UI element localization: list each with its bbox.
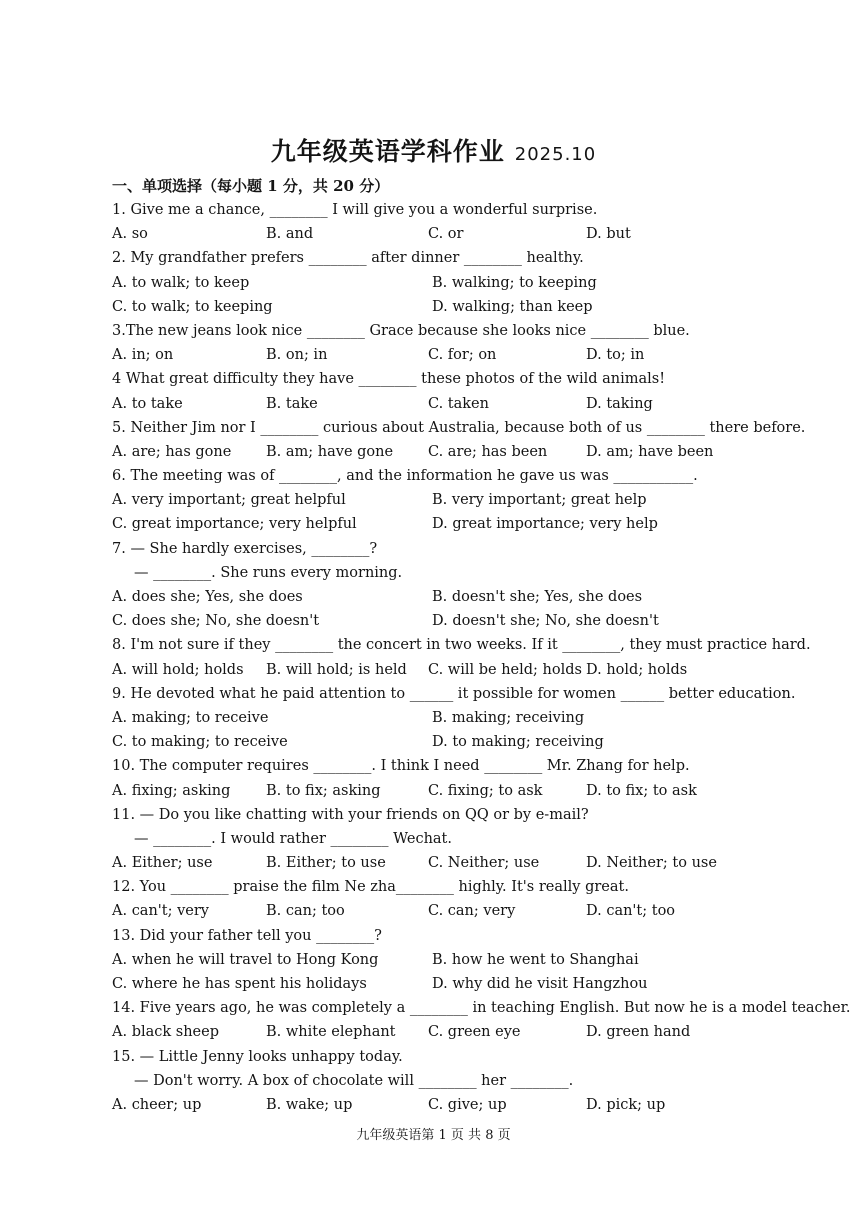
answer-option-d: D. green hand xyxy=(586,1024,691,1041)
answer-options-row xyxy=(112,851,772,875)
question-stem: 8. I'm not sure if they ________ the concert in two weeks. If it ________, they must practice hard. xyxy=(112,637,811,654)
answer-options-row xyxy=(112,488,772,512)
answer-option-a: A. to take xyxy=(112,395,183,412)
answer-options-row xyxy=(112,972,772,996)
answer-option-b: B. on; in xyxy=(266,347,328,364)
answer-option-a: A. so xyxy=(112,226,148,243)
question-item xyxy=(112,875,772,923)
answer-option-d: D. am; have been xyxy=(586,443,714,460)
exercise-content xyxy=(112,174,851,1117)
answer-option-a: A. to walk; to keep xyxy=(112,274,250,291)
answer-option-c: C. green eye xyxy=(428,1024,521,1041)
answer-options-row xyxy=(112,222,772,246)
answer-option-c: C. to walk; to keeping xyxy=(112,298,273,315)
answer-option-d: D. can't; too xyxy=(586,903,676,920)
section-heading: 一、单项选择（每小题 1 分，共 20 分） xyxy=(112,177,390,195)
question-stem: 7. — She hardly exercises, ________? xyxy=(112,540,378,557)
title-date: 2025.10 xyxy=(514,144,597,165)
answer-option-a: A. cheer; up xyxy=(112,1096,202,1113)
answer-option-c: C. give; up xyxy=(428,1096,507,1113)
question-stem: 9. He devoted what he paid attention to ______ it possible for women ______ better education. xyxy=(112,685,796,702)
question-list xyxy=(112,198,851,1117)
answer-options-row xyxy=(112,658,772,682)
question-stem: 11. — Do you like chatting with your friends on QQ or by e-mail? xyxy=(112,806,589,823)
question-stem: 2. My grandfather prefers ________ after dinner ________ healthy. xyxy=(112,250,584,267)
answer-option-b: B. to fix; asking xyxy=(266,782,381,799)
answer-option-d: D. great importance; very help xyxy=(432,516,658,533)
answer-option-c: C. Neither; use xyxy=(428,855,540,872)
answer-option-c: C. where he has spent his holidays xyxy=(112,976,367,992)
answer-option-a: A. when he will travel to Hong Kong xyxy=(112,951,379,968)
question-stem-continuation: — ________. I would rather ________ Wechat. xyxy=(134,830,452,847)
title-text: 九年级英语学科作业 xyxy=(270,137,505,166)
answer-options-row xyxy=(112,899,772,923)
answer-option-a: A. making; to receive xyxy=(112,709,269,726)
question-item xyxy=(112,246,772,319)
question-item xyxy=(112,416,806,464)
answer-option-c: C. taken xyxy=(428,395,489,412)
question-stem: 15. — Little Jenny looks unhappy today. xyxy=(112,1048,403,1065)
question-item xyxy=(112,198,772,246)
answer-options-row xyxy=(112,295,772,319)
answer-options-row xyxy=(112,706,772,730)
answer-options-row xyxy=(112,512,772,536)
question-stem-continuation: — Don't worry. A box of chocolate will ________ her ________. xyxy=(134,1072,574,1089)
answer-option-d: D. Neither; to use xyxy=(586,855,717,872)
answer-option-b: B. making; receiving xyxy=(432,709,585,726)
question-item xyxy=(112,633,811,681)
question-stem: 6. The meeting was of ________, and the information he gave us was ___________. xyxy=(112,468,698,485)
answer-option-c: C. are; has been xyxy=(428,443,548,460)
answer-option-a: A. fixing; asking xyxy=(112,782,231,799)
question-stem: 13. Did your father tell you ________? xyxy=(112,927,382,944)
answer-option-b: B. how he went to Shanghai xyxy=(432,951,639,968)
question-item xyxy=(112,1045,772,1118)
answer-option-b: B. will hold; is held xyxy=(266,661,407,678)
answer-option-d: D. taking xyxy=(586,395,653,412)
answer-option-c: C. for; on xyxy=(428,347,497,364)
answer-options-row xyxy=(112,948,772,972)
question-item xyxy=(112,537,772,634)
answer-options-row xyxy=(112,730,772,754)
answer-option-c: C. to making; to receive xyxy=(112,734,288,751)
question-stem: 14. Five years ago, he was completely a ________ in teaching English. But now he is a model teacher. xyxy=(112,1000,851,1017)
question-stem: 5. Neither Jim nor I ________ curious about Australia, because both of us ________ there before. xyxy=(112,419,806,436)
answer-options-row xyxy=(112,585,772,609)
answer-option-a: A. will hold; holds xyxy=(112,661,244,678)
question-stem: 1. Give me a chance, ________ I will give you a wonderful surprise. xyxy=(112,202,598,218)
answer-option-d: D. to fix; to ask xyxy=(586,782,697,799)
answer-option-a: A. very important; great helpful xyxy=(112,492,346,509)
question-item xyxy=(112,803,772,876)
answer-option-d: D. hold; holds xyxy=(586,661,688,678)
question-item xyxy=(112,319,772,367)
answer-options-row xyxy=(112,1020,772,1044)
answer-option-c: C. can; very xyxy=(428,903,516,920)
answer-option-b: B. doesn't she; Yes, she does xyxy=(432,589,643,605)
answer-options-row xyxy=(112,392,772,416)
answer-options-row xyxy=(112,1093,772,1117)
question-stem: 4 What great difficulty they have ________ these photos of the wild animals! xyxy=(112,371,666,388)
answer-option-b: B. take xyxy=(266,395,318,412)
answer-option-a: A. in; on xyxy=(112,347,174,364)
question-stem-continuation: — ________. She runs every morning. xyxy=(134,564,403,581)
answer-options-row xyxy=(112,343,772,367)
answer-option-a: A. does she; Yes, she does xyxy=(112,589,303,605)
question-item xyxy=(112,682,796,755)
answer-option-b: B. Either; to use xyxy=(266,855,386,872)
answer-option-b: B. very important; great help xyxy=(432,492,647,509)
page-footer: 九年级英语第 1 页 共 8 页 xyxy=(356,1128,511,1143)
answer-option-b: B. can; too xyxy=(266,903,345,920)
answer-option-d: D. to; in xyxy=(586,347,645,364)
answer-options-row xyxy=(112,440,772,464)
answer-option-d: D. doesn't she; No, she doesn't xyxy=(432,613,659,630)
answer-option-d: D. but xyxy=(586,226,631,243)
answer-option-d: D. pick; up xyxy=(586,1096,666,1113)
question-stem: 3.The new jeans look nice ________ Grace because she looks nice ________ blue. xyxy=(112,322,690,339)
question-item xyxy=(112,367,772,415)
answer-option-b: B. walking; to keeping xyxy=(432,274,597,291)
answer-options-row xyxy=(112,779,772,803)
answer-option-c: C. fixing; to ask xyxy=(428,782,543,799)
answer-option-b: B. white elephant xyxy=(266,1024,396,1041)
answer-option-c: C. does she; No, she doesn't xyxy=(112,613,320,630)
answer-options-row xyxy=(112,271,772,295)
question-item xyxy=(112,464,772,537)
question-stem: 10. The computer requires ________. I think I need ________ Mr. Zhang for help. xyxy=(112,758,690,775)
answer-option-a: A. Either; use xyxy=(112,855,213,872)
answer-option-d: D. why did he visit Hangzhou xyxy=(432,976,648,992)
answer-option-b: B. and xyxy=(266,226,314,243)
answer-option-c: C. great importance; very helpful xyxy=(112,516,357,533)
answer-option-b: B. am; have gone xyxy=(266,443,394,460)
question-item xyxy=(112,754,772,802)
answer-option-c: C. will be held; holds xyxy=(428,661,582,678)
answer-option-a: A. are; has gone xyxy=(112,443,232,460)
answer-option-d: D. walking; than keep xyxy=(432,298,593,315)
answer-option-a: A. can't; very xyxy=(112,903,209,920)
answer-option-b: B. wake; up xyxy=(266,1096,353,1113)
question-item xyxy=(112,924,772,997)
answer-option-c: C. or xyxy=(428,226,464,243)
answer-option-d: D. to making; receiving xyxy=(432,734,604,751)
page-title xyxy=(0,132,867,168)
question-stem: 12. You ________ praise the film Ne zha________ highly. It's really great. xyxy=(112,879,629,896)
question-item xyxy=(112,996,851,1044)
answer-option-a: A. black sheep xyxy=(112,1024,219,1041)
answer-options-row xyxy=(112,609,772,633)
